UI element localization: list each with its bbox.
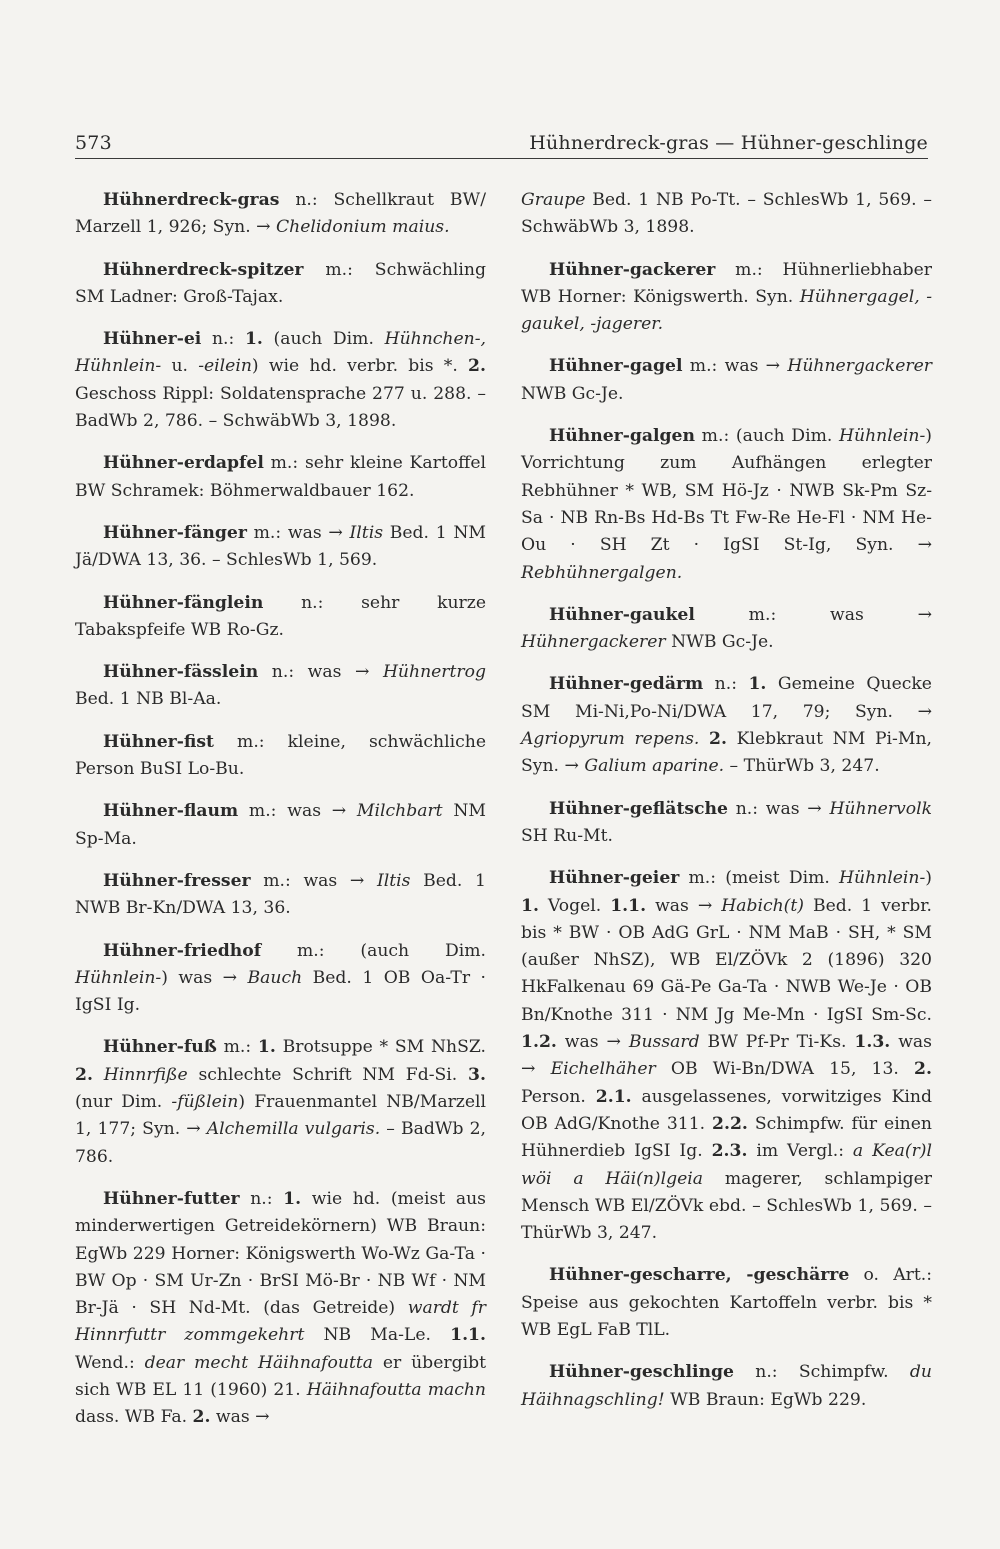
entry-definition: m.: was → Iltis Bed. 1 NWB Br-Kn/DWA 13, 36.: [75, 870, 486, 919]
dictionary-entry: [521, 796, 932, 851]
entry-definition: m.: (auch Dim. Hühnlein-) Vorrichtung zum Aufhängen erlegter Rebhühner * WB, SM Hö-Jz · NWB Sk-Pm Sz-Sa · NB Rn-Bs Hd-Bs Tt Fw-Re He-Fl · NM He-Ou · SH Zt · IgSI St-Ig, Syn. → Rebhühnergalgen.: [521, 426, 932, 583]
entry-definition: m.: sehr kleine Kartoffel BW Schramek: Böhmerwaldbauer 162.: [75, 453, 486, 501]
entry-definition: m.: Schwächling SM Ladner: Groß-Tajax.: [75, 259, 486, 307]
entry-headword: Hühner-flaum: [103, 801, 239, 822]
entry-headword: Hühnerdreck-gras: [103, 190, 280, 210]
entry-headword: Hühner-gedärm: [549, 674, 704, 695]
entry-definition: m.: (auch Dim. Hühnlein-) was → Bauch Bed. 1 OB Oa-Tr · IgSI Ig.: [75, 940, 487, 1016]
entry-definition: Graupe Bed. 1 NB Po-Tt. – SchlesWb 1, 569. – SchwäbWb 3, 1898.: [521, 190, 932, 238]
entry-definition: m.: Hühnerliebhaber WB Horner: Königswerth. Syn. Hühnergagel, -gaukel, -jagerer.: [521, 259, 932, 335]
entry-headword: Hühner-geier: [549, 868, 680, 889]
entry-headword: Hühner-friedhof: [103, 940, 262, 961]
entry-headword: Hühner-ei: [103, 329, 202, 350]
dictionary-entry: [75, 1034, 486, 1170]
entry-headword: Hühner-geschlinge: [549, 1362, 734, 1383]
dictionary-entry: [521, 1359, 932, 1414]
running-title: Hühnerdreck-gras — Hühner-geschlinge: [529, 132, 928, 154]
entry-headword: Hühner-fresser: [103, 870, 251, 891]
entry-headword: Hühner-gagel: [549, 356, 683, 377]
entry-definition: n.: 1. wie hd. (meist aus minderwertigen Getreidekörnern) WB Braun: EgWb 229 Horner: Königswerth Wo-Wz Ga-Ta · BW Op · SM Ur-Zn · BrSI Mö-Br · NB Wf · NM Br-Jä · SH Nd-Mt. (das Getreide) wardt fr Hinnrfuttr zommgekehrt NB Ma-Le. 1.1. Wend.: dear mecht Häihnafoutta er übergibt sich WB EL 11 (1960) 21. Häihnafoutta machn dass. WB Fa. 2. was →: [75, 1188, 487, 1428]
entry-headword: Hühnerdreck-spitzer: [103, 259, 304, 280]
dictionary-entry: [75, 326, 486, 435]
entry-definition: m.: (meist Dim. Hühnlein-) 1. Vogel. 1.1. was → Habich(t) Bed. 1 verbr. bis * BW · OB AdG GrL · NM MaB · SH, * SM (außer NhSZ), WB El/ZÖVk 2 (1896) 320 HkFalkenau 69 Gä-Pe Ga-Ta · NWB We-Je · OB Bn/Knothe 311 · NM Jg Me-Mn · IgSI Sm-Sc. 1.2. was → Bussard BW Pf-Pr Ti-Ks. 1.3. was → Eichelhäher OB Wi-Bn/DWA 15, 13. 2. Person. 2.1. ausgelassenes, vorwitziges Kind OB AdG/Knothe 311. 2.2. Schimpfw. für einen Hühnerdieb IgSI Ig. 2.3. im Vergl.: a Kea(r)l wöi a Häi(n)lgeia magerer, schlampiger Mensch WB El/ZÖVk ebd. – SchlesWb 1, 569. – ThürWb 3, 247.: [521, 868, 932, 1244]
entry-definition: n.: Schimpfw. du Häihnagschling! WB Braun: EgWb 229.: [521, 1362, 932, 1410]
dictionary-entry: [75, 868, 486, 923]
entry-definition: m.: 1. Brotsuppe * SM NhSZ. 2. Hinnrfiße schlechte Schrift NM Fd-Si. 3. (nur Dim. -füßlein) Frauenmantel NB/Marzell 1, 177; Syn. → Alchemilla vulgaris. – BadWb 2, 786.: [75, 1037, 487, 1167]
entry-headword: Hühner-fist: [103, 731, 214, 752]
dictionary-entry: [521, 1262, 932, 1344]
entry-definition: m.: kleine, schwächliche Person BuSI Lo-Bu.: [75, 731, 486, 780]
dictionary-entry: [521, 257, 932, 339]
dictionary-entry: [75, 729, 486, 784]
dictionary-entry: [521, 602, 932, 657]
dictionary-entry: [521, 865, 932, 1247]
entry-definition: n.: sehr kurze Tabakspfeife WB Ro-Gz.: [75, 592, 486, 640]
entry-headword: Hühner-futter: [103, 1188, 240, 1209]
page-header: [75, 132, 928, 159]
right-column: [521, 187, 932, 1429]
entry-definition: o. Art.: Speise aus gekochten Kartoffeln verbr. bis * WB EgL FaB TlL.: [521, 1265, 933, 1340]
entry-headword: Hühner-geflätsche: [549, 798, 728, 819]
entry-headword: Hühner-erdapfel: [103, 453, 264, 474]
entry-definition: m.: was → Hühnergackerer NWB Gc-Je.: [521, 356, 932, 404]
entry-headword: Hühner-galgen: [549, 426, 695, 447]
entry-headword: Hühner-fuß: [103, 1037, 217, 1058]
dictionary-entry: [75, 450, 486, 505]
left-column: [75, 187, 486, 1447]
dictionary-entry: [75, 520, 486, 575]
entry-definition: n.: was → Hühnervolk SH Ru-Mt.: [521, 798, 932, 846]
entry-headword: Hühner-gackerer: [549, 259, 716, 280]
dictionary-entry: [521, 671, 932, 780]
entry-definition: n.: was → Hühnertrog Bed. 1 NB Bl-Aa.: [75, 662, 486, 710]
entry-headword: Hühner-fänger: [103, 522, 247, 543]
entry-headword: Hühner-gaukel: [549, 604, 695, 625]
dictionary-entry: [75, 798, 486, 853]
dictionary-entry: [521, 423, 932, 587]
entry-definition: m.: was → Hühnergackerer NWB Gc-Je.: [521, 604, 932, 653]
dictionary-entry: [75, 659, 486, 714]
entry-definition: m.: was → Iltis Bed. 1 NM Jä/DWA 13, 36. – SchlesWb 1, 569.: [75, 522, 487, 571]
dictionary-entry: [521, 187, 932, 242]
entry-headword: Hühner-fänglein: [103, 592, 264, 613]
entry-definition: n.: 1. Gemeine Quecke SM Mi-Ni,Po-Ni/DWA 17, 79; Syn. → Agriopyrum repens. 2. Klebkraut NM Pi-Mn, Syn. → Galium aparine. – ThürWb 3, 247.: [521, 674, 932, 777]
entry-headword: Hühner-gescharre, -geschärre: [549, 1265, 850, 1286]
entry-definition: n.: Schellkraut BW/ Marzell 1, 926; Syn. → Chelidonium maius.: [75, 190, 486, 238]
page-number: 573: [75, 132, 112, 154]
entry-definition: m.: was → Milchbart NM Sp-Ma.: [75, 801, 486, 849]
dictionary-entry: [75, 590, 486, 645]
dictionary-entry: [75, 1186, 486, 1432]
dictionary-entry: [75, 187, 486, 242]
entry-definition: n.: 1. (auch Dim. Hühnchen-, Hühnlein- u. -eilein) wie hd. verbr. bis *. 2. Geschoss Rippl: Soldatensprache 277 u. 288. – BadWb 2, 786. – SchwäbWb 3, 1898.: [75, 329, 486, 432]
entry-headword: Hühner-fässlein: [103, 662, 259, 683]
dictionary-entry: [521, 353, 932, 408]
dictionary-entry: [75, 938, 486, 1020]
dictionary-entry: [75, 257, 486, 312]
